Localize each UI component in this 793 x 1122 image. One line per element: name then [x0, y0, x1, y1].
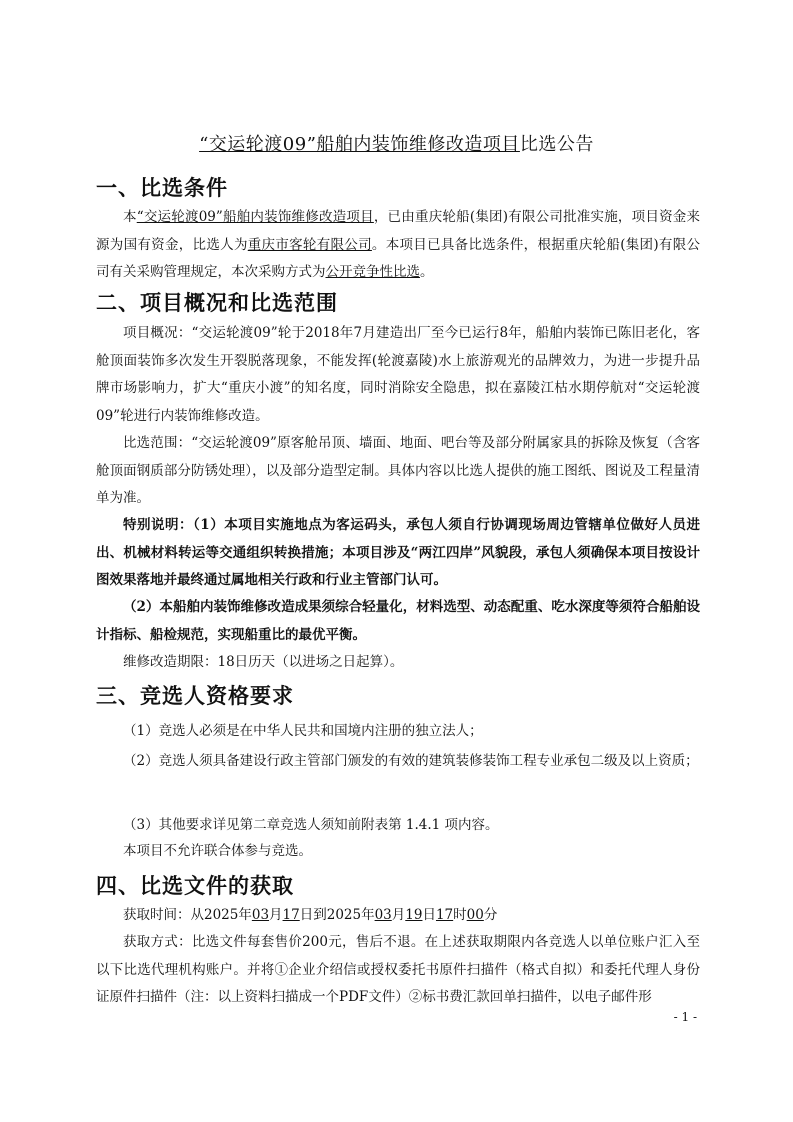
text-run: 日: [422, 907, 436, 923]
special-note-2: （2）本船舶内装饰维修改造成果须综合轻量化，材料选型、动态配重、吃水深度等须符合船舶设计指标、船检规范，实现船重比的最优平衡。: [96, 599, 700, 643]
title-suffix: 比选公告: [519, 134, 594, 155]
end-day: 19: [405, 907, 423, 923]
text-run: 月: [391, 907, 406, 923]
project-name-underlined: “交运轮渡09”船舶内装饰维修改造项目: [136, 209, 374, 225]
page-number: - 1 -: [673, 1010, 697, 1024]
text-run: 月: [269, 907, 283, 923]
text-run: 。本项目已具备比选条件，根据重庆轮船(集团)有限公司有关采购管理规定，本次采购方式为: [96, 236, 701, 280]
section-2-heading: 二、项目概况和比选范围: [96, 291, 338, 315]
special-note-1: 特别说明：（1）本项目实施地点为客运码头，承包人须自行协调现场周边管辖单位做好人员进出、机械材料转运等交通组织转换措施；本项目涉及“两江四岸”风貌段，承包人须确保本项目按设计图效果落地并最终通过属地相关行政和行业主管部门认可。: [96, 517, 700, 588]
text-run: ，已由重庆轮船(集团)有限公司批准实施，项目资金来源为国有资金，比选人为: [96, 209, 701, 253]
project-overview: 项目概况：“交运轮渡09”轮于2018年7月建造出厂至今已运行8年，船舶内装饰已陈旧老化，客舱顶面装饰多次发生开裂脱落现象，不能发挥(轮渡嘉陵)水上旅游观光的品牌效力，为进一步提升品牌市场影响力，扩大“重庆小渡”的知名度，同时消除安全隐患，拟在嘉陵江枯水期停航对“交运轮渡09”轮进行内装饰维修改造。: [96, 325, 700, 424]
end-hour: 17: [435, 907, 454, 923]
consortium-note: 本项目不允许联合体参与竞选。: [123, 843, 312, 859]
text-run: 时: [453, 907, 467, 923]
text-run: 获取时间：从2025年: [123, 907, 252, 923]
qualification-item-3: （3）其他要求详见第二章竞选人须知前附表第 1.4.1 项内容。: [123, 817, 499, 833]
qualification-item-1: （1）竞选人必须是在中华人民共和国境内注册的独立法人；: [123, 723, 483, 739]
text-run: 日到2025年: [299, 907, 375, 923]
acquisition-method: 获取方式：比选文件每套售价200元，售后不退。在上述获取期限内各竞选人以单位账户汇入至以下比选代理机构账户。并将①企业介绍信或授权委托书原件扫描件（格式自拟）和委托代理人身份证原件扫描件（注：以上资料扫描成一个PDF文件）②标书费汇款回单扫描件，以电子邮件形: [96, 934, 700, 1005]
text-run: 。: [420, 264, 434, 280]
start-day: 17: [282, 907, 300, 923]
repair-period: 维修改造期限：18日历天（以进场之日起算）。: [123, 654, 404, 670]
start-month: 03: [251, 907, 270, 923]
tenderer-name-underlined: 重庆市客轮有限公司: [247, 236, 372, 253]
section-3-heading: 三、竞选人资格要求: [96, 684, 294, 708]
end-minute: 00: [466, 907, 484, 923]
end-month: 03: [374, 907, 392, 923]
section-1-heading: 一、比选条件: [96, 176, 228, 200]
page-title: [0, 130, 793, 156]
project-scope: 比选范围：“交运轮渡09”原客舱吊顶、墙面、地面、吧台等及部分附属家具的拆除及恢复（含客舱顶面钢质部分防锈处理），以及部分造型定制。具体内容以比选人提供的施工图纸、图说及工程量清单为准。: [96, 435, 700, 506]
section-4-heading: 四、比选文件的获取: [96, 874, 294, 898]
procurement-method-underlined: 公开竞争性比选: [325, 264, 420, 280]
text-run: 本: [123, 209, 137, 225]
section-1-paragraph: [96, 204, 700, 287]
title-project-name: “交运轮渡09”船舶内装饰维修改造项目: [199, 134, 520, 155]
text-run: 分: [483, 907, 498, 923]
qualification-item-2: （2）竞选人须具备建设行政主管部门颁发的有效的建筑装修装饰工程专业承包二级及以上资质；: [123, 753, 699, 769]
acquisition-time: [96, 902, 700, 930]
